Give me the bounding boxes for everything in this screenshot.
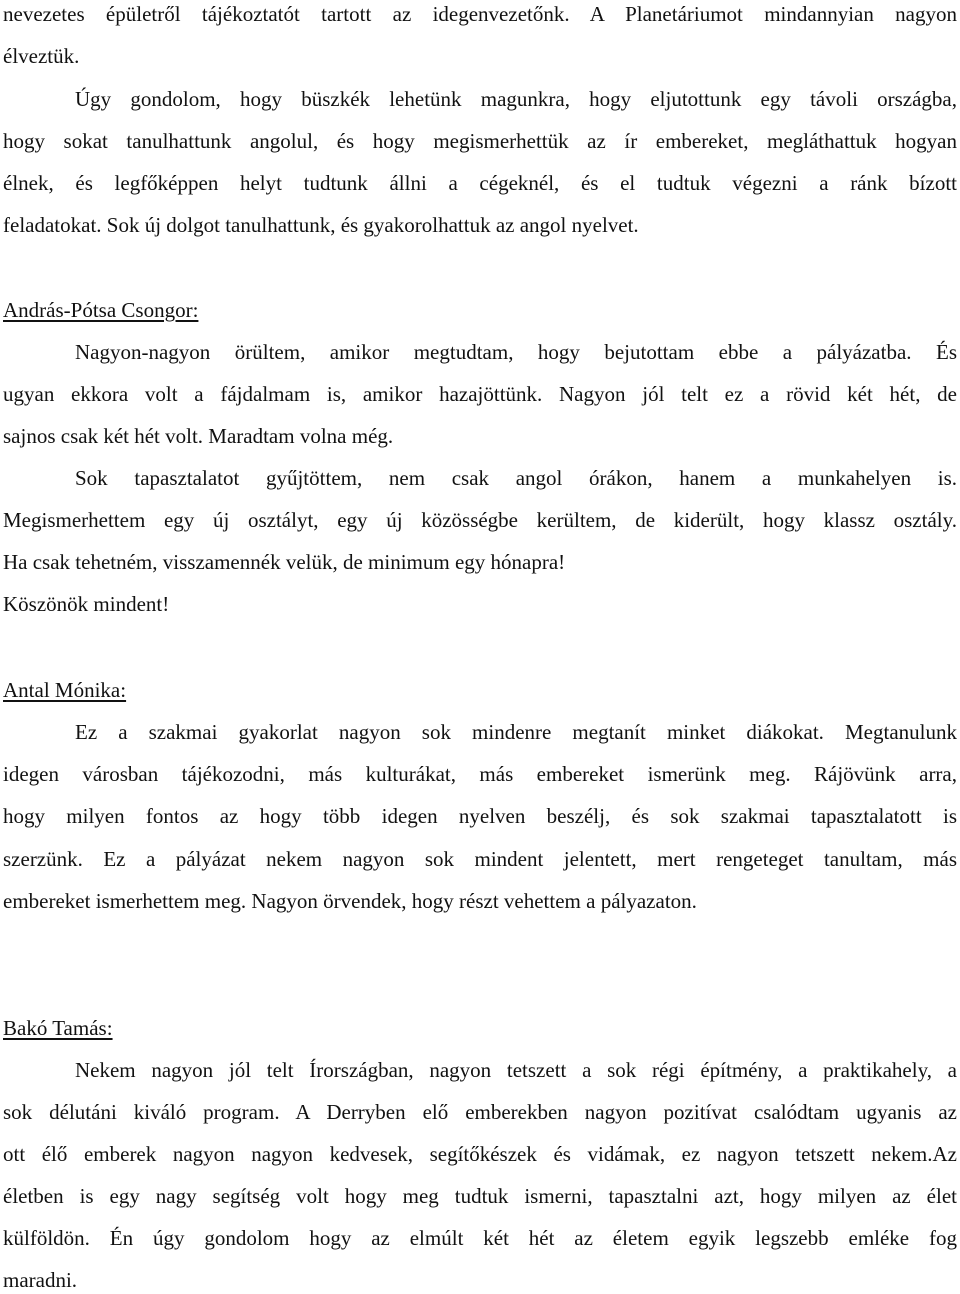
- section-heading-andras-potsa-csongor: András-Pótsa Csongor:: [3, 298, 199, 322]
- paragraph-line: idegen városban tájékozodni, más kulturákat, más embereket ismerünk meg. Rájövünk arra,: [3, 762, 957, 786]
- intro-line: feladatokat. Sok új dolgot tanulhattunk, és gyakorolhattuk az angol nyelvet.: [3, 213, 639, 237]
- paragraph-line: sajnos csak két hét volt. Maradtam volna még.: [3, 424, 394, 448]
- intro-line: élnek, és legfőképpen helyt tudtunk állni a cégeknél, és el tudtuk végezni a ránk bízott: [3, 171, 957, 195]
- paragraph-line: maradni.: [3, 1268, 78, 1292]
- paragraph-line: szerzünk. Ez a pályázat nekem nagyon sok mindent jelentett, mert rengeteget tanultam, más: [3, 847, 957, 871]
- paragraph-line: ugyan ekkora volt a fájdalmam is, amikor hazajöttünk. Nagyon jól telt ez a rövid két hét, de: [3, 382, 957, 406]
- intro-line: Úgy gondolom, hogy büszkék lehetünk magunkra, hogy eljutottunk egy távoli országba,: [75, 87, 957, 111]
- paragraph-line: Köszönök mindent!: [3, 592, 170, 616]
- paragraph-line: Sok tapasztalatot gyűjtöttem, nem csak angol órákon, hanem a munkahelyen is.: [75, 466, 957, 490]
- paragraph-line: embereket ismerhettem meg. Nagyon örvendek, hogy részt vehettem a pályazaton.: [3, 889, 697, 913]
- paragraph-line: Nagyon-nagyon örültem, amikor megtudtam, hogy bejutottam ebbe a pályázatba. És: [75, 340, 957, 364]
- section-heading-bako-tamas: Bakó Tamás:: [3, 1016, 113, 1040]
- paragraph-line: Nekem nagyon jól telt Írországban, nagyon tetszett a sok régi építmény, a praktikahely, a: [75, 1058, 957, 1082]
- paragraph-line: ott élő emberek nagyon nagyon kedvesek, segítőkészek és vidámak, ez nagyon tetszett nekem.Az: [3, 1142, 957, 1166]
- paragraph-line: Ha csak tehetném, visszamennék velük, de minimum egy hónapra!: [3, 550, 566, 574]
- paragraph-line: külföldön. Én úgy gondolom hogy az elmúlt két hét az életem egyik legszebb emléke fog: [3, 1226, 957, 1250]
- intro-line: élveztük.: [3, 44, 80, 68]
- section-heading-antal-monika: Antal Mónika:: [3, 678, 127, 702]
- paragraph-line: Ez a szakmai gyakorlat nagyon sok mindenre megtanít minket diákokat. Megtanulunk: [75, 720, 957, 744]
- paragraph-line: hogy milyen fontos az hogy több idegen nyelven beszélj, és sok szakmai tapasztalatott is: [3, 804, 957, 828]
- intro-line: hogy sokat tanulhattunk angolul, és hogy megismerhettük az ír embereket, megláthattuk hogyan: [3, 129, 957, 153]
- paragraph-line: Megismerhettem egy új osztályt, egy új közösségbe kerültem, de kiderült, hogy klassz osztály.: [3, 508, 957, 532]
- paragraph-line: sok délutáni kiváló program. A Derryben elő emberekben nagyon pozitívat csalódtam ugyanis az: [3, 1100, 957, 1124]
- paragraph-line: életben is egy nagy segítség volt hogy meg tudtuk ismerni, tapasztalni azt, hogy milyen az élet: [3, 1184, 957, 1208]
- intro-line: nevezetes épületről tájékoztatót tartott az idegenvezetőnk. A Planetáriumot mindannyian nagyon: [3, 2, 957, 26]
